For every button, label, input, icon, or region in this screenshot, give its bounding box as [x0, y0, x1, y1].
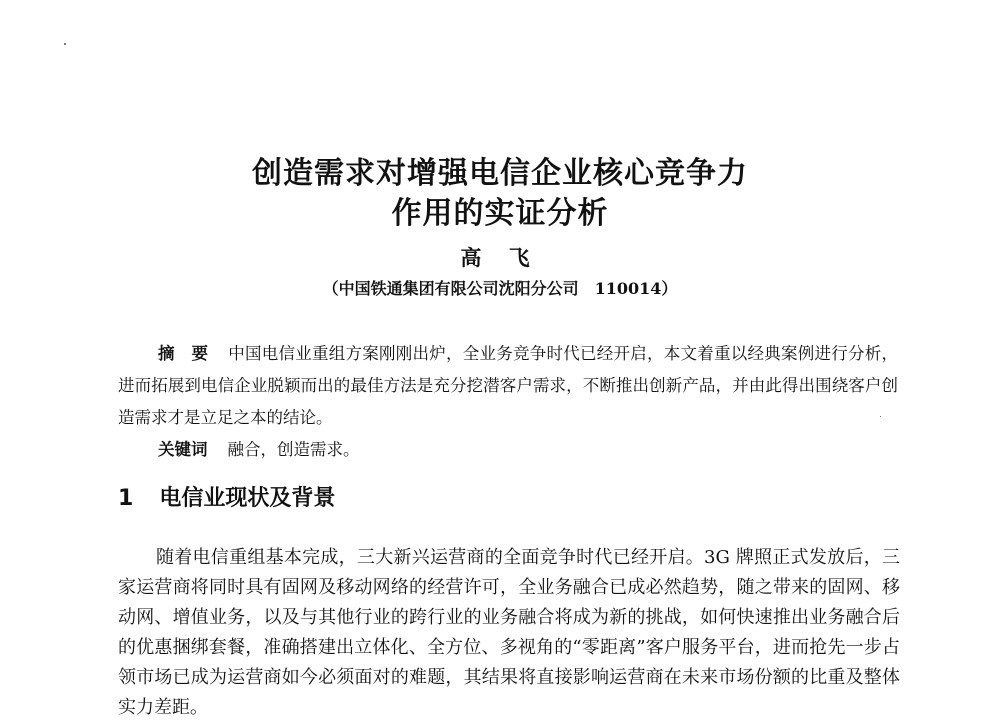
- section-title: 电信业现状及背景: [159, 486, 336, 511]
- section-number: 1: [118, 486, 134, 511]
- paper-title-line-2: 作用的实证分析: [391, 196, 609, 231]
- body-paragraph: 随着电信重组基本完成，三大新兴运营商的全面竞争时代已经开启。3G 牌照正式发放后，三家运营商将同时具有固网及移动网络的经营许可，全业务融合已成必然趋势，随之带来的固网、移动网、增值业务，以及与其他行业的跨行业的业务融合将成为新的挑战，如何快速推出业务融合后的优惠捆绑套餐，准确搭建出立体化、全方位、多视角的“零距离”客户服务平台，进而抢先一步占领市场已成为运营商如今必须面对的难题，其结果将直接影响运营商在未来市场份额的比重及整体实力差距。: [118, 547, 900, 718]
- abstract-text: 中国电信业重组方案刚刚出炉，全业务竞争时代已经开启，本文着重以经典案例进行分析，进而拓展到电信企业脱颖而出的最佳方法是充分挖潜客户需求，不断推出创新产品，并由此得出围绕客户创造需求才是立足之本的结论。: [118, 344, 898, 427]
- paper-title-line-1: 创造需求对增强电信企业核心竞争力: [252, 156, 748, 191]
- abstract-paragraph: [118, 338, 898, 434]
- scan-speck: [64, 43, 66, 45]
- keywords-line: [158, 434, 360, 466]
- abstract-label: 摘 要: [158, 344, 209, 363]
- scan-speck: [880, 416, 881, 417]
- keywords-label: 关键词: [158, 440, 208, 459]
- section-heading: [118, 484, 335, 514]
- author-name: 高 飞: [460, 246, 540, 270]
- keywords-text: 融合，创造需求。: [227, 440, 360, 459]
- author-affiliation: （中国铁通集团有限公司沈阳分公司 110014）: [322, 279, 678, 298]
